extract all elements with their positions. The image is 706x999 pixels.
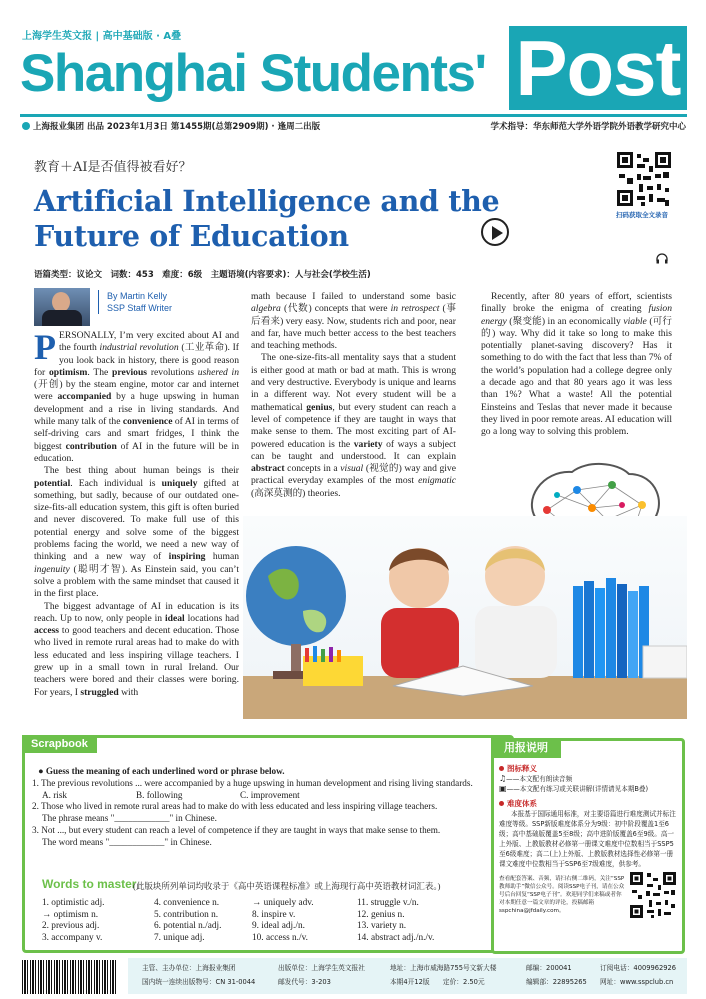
article-column-1: PERSONALLY, I’m very excited about AI and the fourth industrial revolution (工业革命). If you look back in history, there is good reason for optimism. The previous revolutions ushered in (开创) by the steam engine, motor car and internet were accompanied by a huge upswing in human development and a rise in living standards. And while many talk of the convenience of AI in terms of self-driving cars and smart fridges, I think the biggest contribution of AI in the future will be in education. The best thing about human beings is their potential. Each individual is uniquely gifted at something, but sadly, because of our outdated one-size-fits-all education system, this gift is often buried and never discovered. To make full use of this potential energy and solve some of the biggest problems facing the world, we need a new way of thinking and a new way of inspiring human ingenuity (聪明才智). As Einstein said, you can’t solve a problem with the same mindset that caused it in the first place. The biggest advantage of AI in education is its reach. Up to now, only people in ideal locations had access to good teachers and decent education. Those who lived in remote rural areas had to make do with less educated and less inspiring village teachers. I grew up in a small town in rural Ireland. Our teachers were bored and their classes were boring. For years, I struggled with [34,327,240,698]
words-to-master-note: (此版块所列单词均收录于《高中英语课程标准》或上海现行高中英语教材词汇表。) [133,881,441,891]
logo-post-box: Post [509,26,687,110]
audio-qr-code[interactable] [615,150,673,212]
qr-code-icon [628,870,678,920]
difficulty-text: 本报基于国际通用标准，对主要语篇进行难度测试并标注难度等级。SSP新版难度体系分为9级：初中阶段覆盖1至6级；高中基础版覆盖5至8级；高中进阶版覆盖6至9级。高一上外版、上教版教材必修第一册课文难度中位数相当于SSP5至6级难度；高二(上)上外版、上教版教材选择性必修第一册课文难度中位数相当于SSP6至7级难度，供参考。 [499,810,676,868]
words-to-master-title: Words to master [42,877,137,891]
edition-line: 上海学生英文报 | 高中基础版 · A叠 [22,31,182,42]
word-item: 12. genius n. [357,909,405,920]
icon-legend-practice: ▣——本文配有练习或关联讲解(详情请见本期B叠) [499,784,649,793]
article-column-3: Recently, after 80 years of effort, scientists finally broke the enigma of creating fusion energy (聚变能) in an economically viable (可行的) way. Why did it take so long to make this potentially planet-saving discovery? Has it something to do with the fact that less than 7% of the world’s population had a college degree only a decade ago and that 80 years ago it was less than 1%? What a waste! All the potential Einsteins and Teslas that never made it because they lived in poor remote areas. AI education will go a long way to solving this problem. [481,291,673,438]
usage-guide-label: 用报说明 [491,738,561,758]
question-3-blank[interactable]: The word means "____________" in Chinese. [42,836,212,847]
article-column-2: math because I failed to understand some basic algebra (代数) concepts that were in retrospect (事后看来) very easy. Now, students rich and poor, near and far, have much better access to the best teachers and teaching methods. The one-size-fits-all mentality says that a student is either good at math or bad at math. This is wrong and very destructive. Everybody is unique and learns in a different way. Not every student will be a mathematical genius, but every student can reach a level of competence if they are taught in ways that make sense to them. The most exciting part of AI-powered education is the variety of ways a subject can be taught and understood. It can explain abstract concepts in a visual (视觉的) way and give practical everyday examples of the most enigmatic (高深莫测的) theories. [251,291,457,499]
academic-guidance: 学术指导：华东师范大学外语学院外语教学研究中心 [490,122,686,132]
qr-label: 扫码获取全文录音 [616,211,668,219]
word-item: 1. optimistic adj. [42,898,105,908]
question-2: 2. Those who lived in remote rural areas had to make do with less educated and less inspiring village teachers. [32,801,438,812]
issue-dateline: 上海报业集团 出品 2023年1月3日 第1455期(总第2909期) · 逢周二出版 [22,120,320,132]
word-item: → uniquely adv. [252,898,314,908]
word-item: 13. variety n. [357,921,407,931]
word-item: 8. inspire v. [252,909,296,920]
word-item: → optimism n. [42,909,99,920]
scrapbook-label: Scrapbook [22,735,97,753]
word-column [252,898,314,944]
play-audio-icon[interactable] [481,218,509,246]
author-role: SSP Staff Writer [107,303,173,313]
word-item: 3. accompany v. [42,932,103,943]
difficulty-heading: 难度体系 [499,799,679,809]
word-item: 7. unique adj. [154,932,205,943]
article-subhead: 教育＋AI是否值得被看好？ [34,160,192,175]
newspaper-logo: Shanghai Students' [20,44,486,103]
question-1-options: A. risk B. following C. improvement [42,789,300,800]
scrapbook-instruction: ● Guess the meaning of each underlined word or phrase below. [38,766,285,776]
word-column [154,898,221,944]
footer-sponsor: 主管、主办单位：上海报业集团 国内统一连续出版物号：CN 31-0044 [142,964,256,986]
icon-legend-heading: 图标释义 [499,764,679,774]
question-1: 1. The previous revolutions ... were accompanied by a huge upswing in human development and rising living standards. [32,777,473,788]
article-meta: 语篇类型：议论文 词数：453 难度：6级 主题语境(内容要求)：人与社会(学校生活) [34,270,371,280]
contact-text: 查看配套答案、音频，请扫右侧二维码，关注“SSP教师助手”微信公众号。阅读SSP电子刊，请在公众号后台回复“SSP电子刊”。欢迎同学们来稿或者你对本期任意一篇文章的评论，投稿邮箱sspchina@jfdaily.com。 [499,876,625,914]
children-with-globe-photo [243,516,687,719]
word-column [357,898,434,944]
footer-publisher: 出版单位：上海学生英文报社 邮发代号：3-203 [278,964,365,986]
qr-code-icon [615,150,673,208]
word-item: 2. previous adj. [42,921,100,931]
icon-legend-audio: ♫——本文配有朗读音频 [499,774,573,783]
publication-info [128,958,687,994]
drop-cap: P [34,327,56,367]
footer-address: 地址：上海市威海路755号文新大楼 本期4开12版 定价：2.50元 [390,964,497,986]
footer-postcode: 邮编：200041 编辑部：22895265 [526,964,587,986]
question-3: 3. Not ..., but every student can reach a level of competence if they are taught in ways that make sense to them. [32,824,441,835]
headphone-icon: ♫ [499,774,507,783]
masthead-rule [20,114,687,117]
word-item: 5. contribution n. [154,909,219,920]
word-item: 14. abstract adj./n./v. [357,932,435,943]
group-logo-icon [22,122,30,130]
word-item: 4. convenience n. [154,898,220,908]
word-column [42,898,105,944]
scrapbook-questions [32,766,510,849]
question-2-blank[interactable]: The phrase means "____________" in Chinese. [42,813,217,824]
word-item: 11. struggle v./n. [357,898,419,908]
headphone-icon [656,253,668,267]
practice-icon: ▣ [499,784,507,793]
author-photo [34,288,90,326]
word-item: 6. potential n./adj. [154,921,222,931]
word-item: 10. access n./v. [252,932,308,943]
word-item: 9. ideal adj./n. [252,921,305,931]
article-title: Artificial Intelligence and the Future of Education [34,184,500,253]
footer-website: 订阅电话：4009962926 网址：www.sspclub.cn [600,964,676,986]
byline [98,290,172,314]
author-name: By Martin Kelly [107,291,168,301]
barcode [22,960,118,994]
teacher-qr-code[interactable] [628,870,678,924]
